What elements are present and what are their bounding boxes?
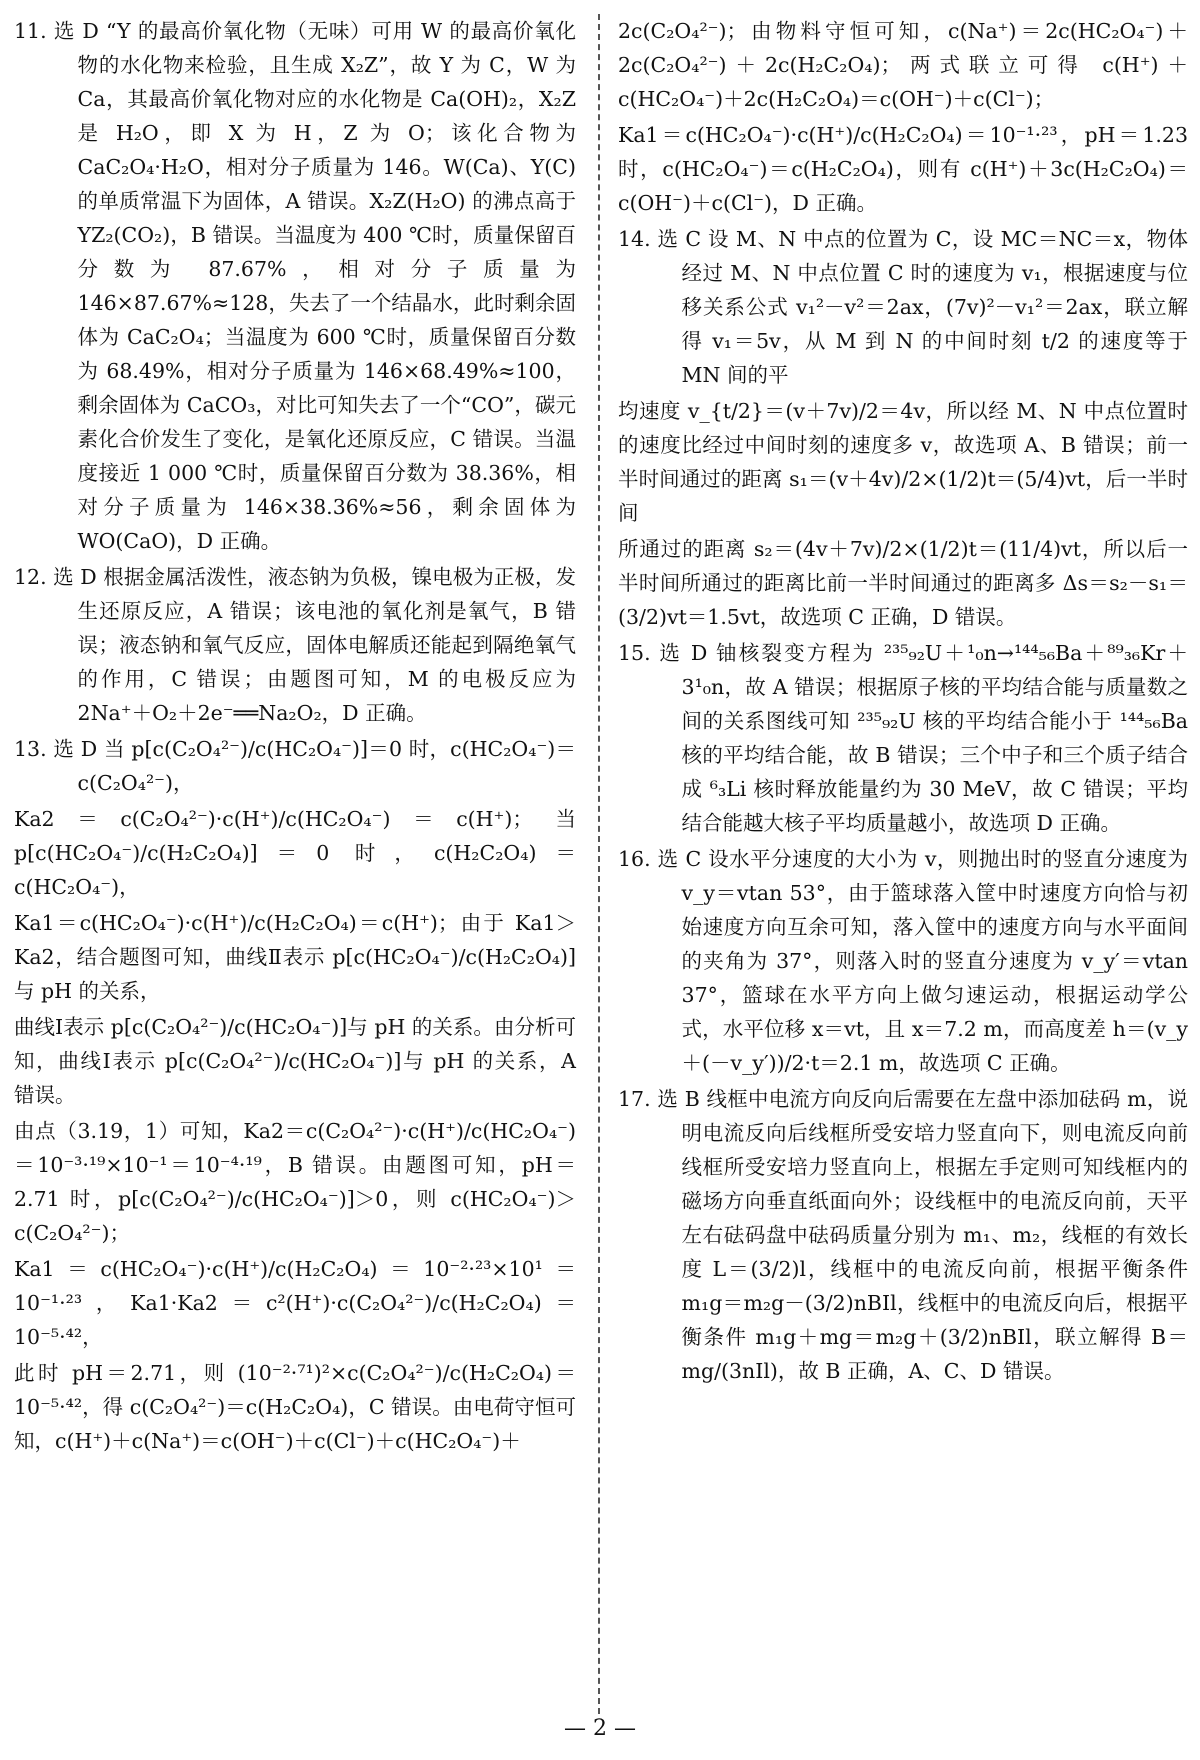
left-column	[14, 14, 576, 1460]
answer-13-part-e: 由点（3.19，1）可知，Ka2＝c(C₂O₄²⁻)·c(H⁺)/c(HC₂O₄⁻)＝10⁻³·¹⁹×10⁻¹＝10⁻⁴·¹⁹，B 错误。由题图可知，pH＝2.71 时，p[c(C₂O₄²⁻)/c(HC₂O₄⁻)]＞0，则 c(HC₂O₄⁻)＞c(C₂O₄²⁻)；	[14, 1119, 576, 1245]
answer-12: 12. 选 D 根据金属活泼性，液态钠为负极，镍电极为正极，发生还原反应，A 错误；该电池的氧化剂是氧气，B 错误；液态钠和氧气反应，固体电解质还能起到隔绝氧气的作用，C 错误；由题图可知，M 的电极反应为 2Na⁺＋O₂＋2e⁻══Na₂O₂，D 正确。	[14, 565, 576, 725]
answer-16: 16. 选 C 设水平分速度的大小为 v，则抛出时的竖直分速度为 v_y＝vtan 53°，由于篮球落入筐中时速度方向恰与初始速度方向互余可知，落入筐中的速度方向与水平面间的夹角为 37°，则落入时的竖直分速度为 v_y′＝vtan 37°，篮球在水平方向上做匀速运动，根据运动学公式，水平位移 x＝vt，且 x＝7.2 m，而高度差 h＝(v_y＋(－v_y′))/2·t＝2.1 m，故选项 C 正确。	[618, 847, 1188, 1075]
page-number: — 2 —	[564, 1716, 636, 1741]
answer-13-part-a: 13. 选 D 当 p[c(C₂O₄²⁻)/c(HC₂O₄⁻)]＝0 时，c(HC₂O₄⁻)＝c(C₂O₄²⁻)，	[14, 737, 576, 795]
answer-15: 15. 选 D 铀核裂变方程为 ²³⁵₉₂U＋¹₀n→¹⁴⁴₅₆Ba＋⁸⁹₃₆Kr＋3¹₀n，故 A 错误；根据原子核的平均结合能与质量数之间的关系图线可知 ²³⁵₉₂U 核的平均结合能小于 ¹⁴⁴₅₆Ba 核的平均结合能，故 B 错误；三个中子和三个质子结合成 ⁶₃Li 核时释放能量约为 30 MeV，故 C 错误；平均结合能越大核子平均质量越小，故选项 D 正确。	[618, 641, 1188, 835]
answer-13-part-h: 2c(C₂O₄²⁻)；由物料守恒可知，c(Na⁺)＝2c(HC₂O₄⁻)＋2c(C₂O₄²⁻)＋2c(H₂C₂O₄)；两式联立可得 c(H⁺)＋c(HC₂O₄⁻)＋2c(H₂C₂O₄)＝c(OH⁻)＋c(Cl⁻)；	[618, 19, 1188, 111]
answer-14-part-b: 均速度 v_{t/2}＝(v＋7v)/2＝4v，所以经 M、N 中点位置时的速度比经过中间时刻的速度多 v，故选项 A、B 错误；前一半时间通过的距离 s₁＝(v＋4v)/2×(1/2)t＝(5/4)vt，后一半时间	[618, 399, 1188, 525]
answer-13-part-b: Ka2＝c(C₂O₄²⁻)·c(H⁺)/c(HC₂O₄⁻)＝c(H⁺)；当 p[c(HC₂O₄⁻)/c(H₂C₂O₄)]＝0 时，c(H₂C₂O₄)＝c(HC₂O₄⁻)，	[14, 807, 576, 899]
answer-13-part-d: 曲线Ⅰ表示 p[c(C₂O₄²⁻)/c(HC₂O₄⁻)]与 pH 的关系。由分析可知，曲线Ⅰ表示 p[c(C₂O₄²⁻)/c(HC₂O₄⁻)]与 pH 的关系，A 错误。	[14, 1015, 576, 1107]
answer-14-part-c: 所通过的距离 s₂＝(4v＋7v)/2×(1/2)t＝(11/4)vt，所以后一半时间所通过的距离比前一半时间通过的距离多 Δs＝s₂－s₁＝(3/2)vt＝1.5vt，故选项 C 正确，D 错误。	[618, 537, 1188, 629]
answer-13-part-f: Ka1＝c(HC₂O₄⁻)·c(H⁺)/c(H₂C₂O₄)＝10⁻²·²³×10¹＝10⁻¹·²³，Ka1·Ka2＝c²(H⁺)·c(C₂O₄²⁻)/c(H₂C₂O₄)＝10⁻⁵·⁴²，	[14, 1257, 576, 1349]
answer-13-part-c: Ka1＝c(HC₂O₄⁻)·c(H⁺)/c(H₂C₂O₄)＝c(H⁺)；由于 Ka1＞Ka2，结合题图可知，曲线Ⅱ表示 p[c(HC₂O₄⁻)/c(H₂C₂O₄)]与 pH 的关系，	[14, 911, 576, 1003]
answer-13-part-i: Ka1＝c(HC₂O₄⁻)·c(H⁺)/c(H₂C₂O₄)＝10⁻¹·²³，pH＝1.23 时，c(HC₂O₄⁻)＝c(H₂C₂O₄)，则有 c(H⁺)＋3c(H₂C₂O₄)＝c(OH⁻)＋c(Cl⁻)，D 正确。	[618, 123, 1188, 215]
answer-11: 11. 选 D “Y 的最高价氧化物（无味）可用 W 的最高价氧化物的水化物来检验，且生成 X₂Z”，故 Y 为 C，W 为 Ca，其最高价氧化物对应的水化物是 Ca(OH)₂，X₂Z 是 H₂O，即 X 为 H，Z 为 O；该化合物为 CaC₂O₄·H₂O，相对分子质量为 146。W(Ca)、Y(C) 的单质常温下为固体，A 错误。X₂Z(H₂O) 的沸点高于 YZ₂(CO₂)，B 错误。当温度为 400 ℃时，质量保留百分数为 87.67%，相对分子质量为 146×87.67%≈128，失去了一个结晶水，此时剩余固体为 CaC₂O₄；当温度为 600 ℃时，质量保留百分数为 68.49%，相对分子质量为 146×68.49%≈100，剩余固体为 CaCO₃，对比可知失去了一个“CO”，碳元素化合价发生了变化，是氧化还原反应，C 错误。当温度接近 1 000 ℃时，质量保留百分数为 38.36%，相对分子质量为 146×38.36%≈56，剩余固体为 WO(CaO)，D 正确。	[14, 19, 576, 553]
answer-17: 17. 选 B 线框中电流方向反向后需要在左盘中添加砝码 m，说明电流反向后线框所受安培力竖直向下，则电流反向前线框所受安培力竖直向上，根据左手定则可知线框内的磁场方向垂直纸面向外；设线框中的电流反向前，天平左右砝码盘中砝码质量分别为 m₁、m₂，线框的有效长度 L＝(3/2)l，线框中的电流反向前，根据平衡条件 m₁g＝m₂g－(3/2)nBIl，线框中的电流反向后，根据平衡条件 m₁g＋mg＝m₂g＋(3/2)nBIl，联立解得 B＝mg/(3nIl)，故 B 正确，A、C、D 错误。	[618, 1087, 1188, 1383]
answer-14-part-a: 14. 选 C 设 M、N 中点的位置为 C，设 MC＝NC＝x，物体经过 M、N 中点位置 C 时的速度为 v₁，根据速度与位移关系公式 v₁²－v²＝2ax，(7v)²－v₁²＝2ax，联立解得 v₁＝5v，从 M 到 N 的中间时刻 t/2 的速度等于 MN 间的平	[618, 227, 1188, 387]
right-column	[618, 14, 1188, 1390]
answer-13-part-g: 此时 pH＝2.71，则 (10⁻²·⁷¹)²×c(C₂O₄²⁻)/c(H₂C₂O₄)＝10⁻⁵·⁴²，得 c(C₂O₄²⁻)＝c(H₂C₂O₄)，C 错误。由电荷守恒可知，c(H⁺)＋c(Na⁺)＝c(OH⁻)＋c(Cl⁻)＋c(HC₂O₄⁻)＋	[14, 1361, 576, 1453]
column-divider	[598, 14, 600, 1714]
